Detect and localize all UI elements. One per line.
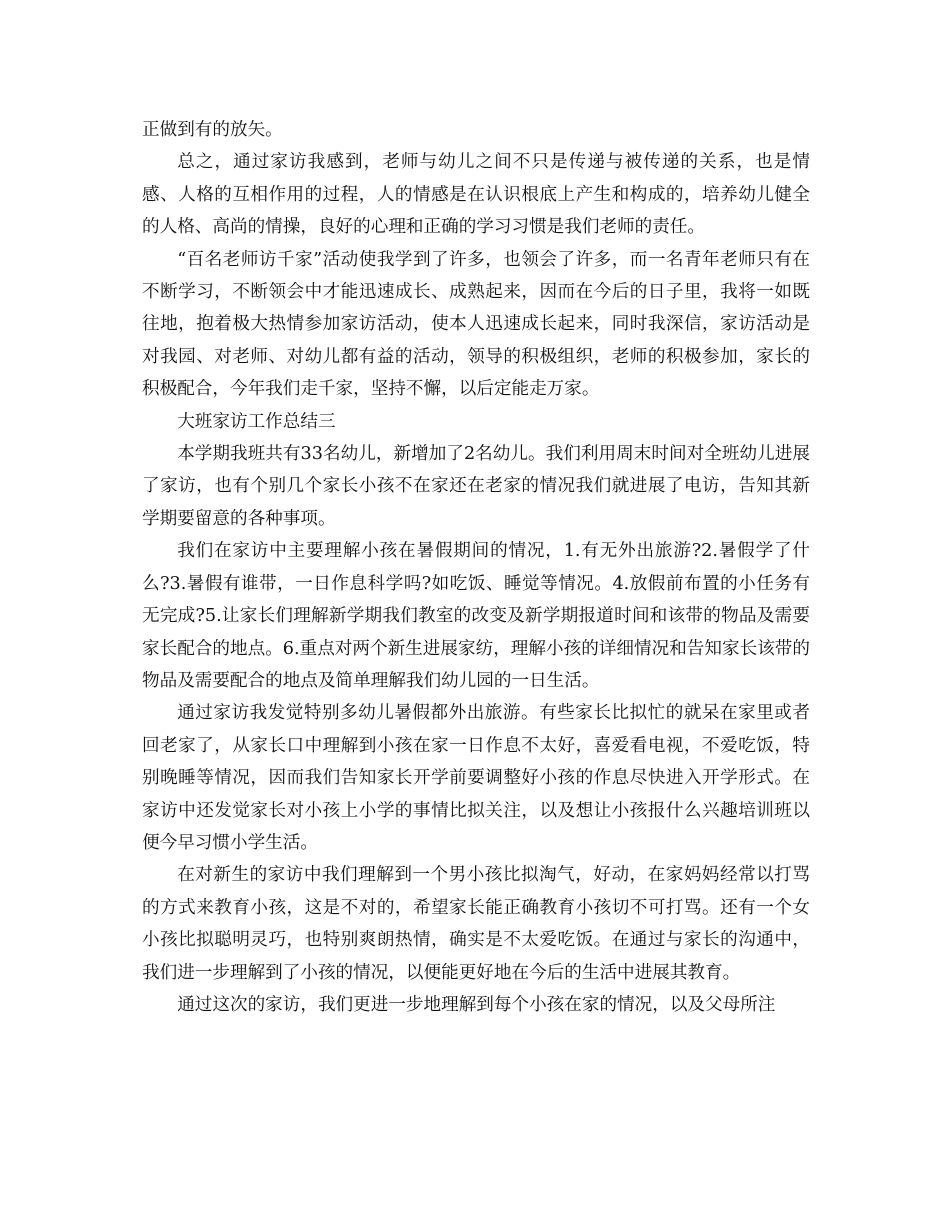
paragraph-conclusion: 通过这次的家访，我们更进一步地理解到每个小孩在家的情况，以及父母所注 <box>177 994 776 1015</box>
paragraph-visit-items: 我们在家访中主要理解小孩在暑假期间的情况，1.有无外出旅游?2.暑假学了什么?3.暑假有谁带，一日作息科学吗?如吃饭、睡觉等情况。4.放假前布置的小任务有无完成?5.让家长们理解新学期我们教室的改变及新学期报道时间和该带的物品及需要家长配合的地点。6.重点对两个新生进展家纺，理解小孩的详细情况和告知家长该带的物品及需要配合的地点及简单理解我们幼儿园的一日生活。 <box>142 541 810 691</box>
paragraph-new-students: 在对新生的家访中我们理解到一个男小孩比拟淘气，好动，在家妈妈经常以打骂的方式来教育小孩，这是不对的，希望家长能正确教育小孩切不可打骂。还有一个女小孩比拟聪明灵巧，也特别爽朗热情，确实是不太爱吃饭。在通过与家长的沟通中，我们进一步理解到了小孩的情况，以便能更好地在今后的生活中进展其教育。 <box>142 865 810 983</box>
paragraph-continuation: 正做到有的放矢。 <box>142 120 283 140</box>
section-heading: 大班家访工作总结三 <box>177 411 336 432</box>
paragraph-findings: 通过家访我发觉特别多幼儿暑假都外出旅游。有些家长比拟忙的就呆在家里或者回老家了，从家长口中理解到小孩在家一日作息不太好，喜爱看电视，不爱吃饭，特别晚睡等情况，因而我们告知家长开学前要调整好小孩的作息尽快进入开学形式。在家访中还发觉家长对小孩上小学的事情比拟关注，以及想让小孩报什么兴趣培训班以便今早习惯小学生活。 <box>142 703 810 853</box>
paragraph-class-info: 本学期我班共有33名幼儿，新增加了2名幼儿。我们利用周末时间对全班幼儿进展了家访，也有个别几个家长小孩不在家还在老家的情况我们就进展了电访，告知其新学期要留意的各种事项。 <box>142 444 810 529</box>
paragraph-activity: “百名老师访千家”活动使我学到了许多，也领会了许多，而一名青年老师只有在不断学习，不断领会中才能迅速成长、成熟起来，因而在今后的日子里，我将一如既往地，抱着极大热情参加家访活动，使本人迅速成长起来，同时我深信，家访活动是对我园、对老师、对幼儿都有益的活动，领导的积极组织，老师的积极参加，家长的积极配合，今年我们走千家，坚持不懈，以后定能走万家。 <box>142 249 810 400</box>
document-body <box>142 114 810 1021</box>
paragraph-summary: 总之，通过家访我感到，老师与幼儿之间不只是传递与被传递的关系，也是情感、人格的互相作用的过程，人的情感是在认识根底上产生和构成的，培养幼儿健全的人格、高尚的情操，良好的心理和正确的学习习惯是我们老师的责任。 <box>142 152 810 238</box>
